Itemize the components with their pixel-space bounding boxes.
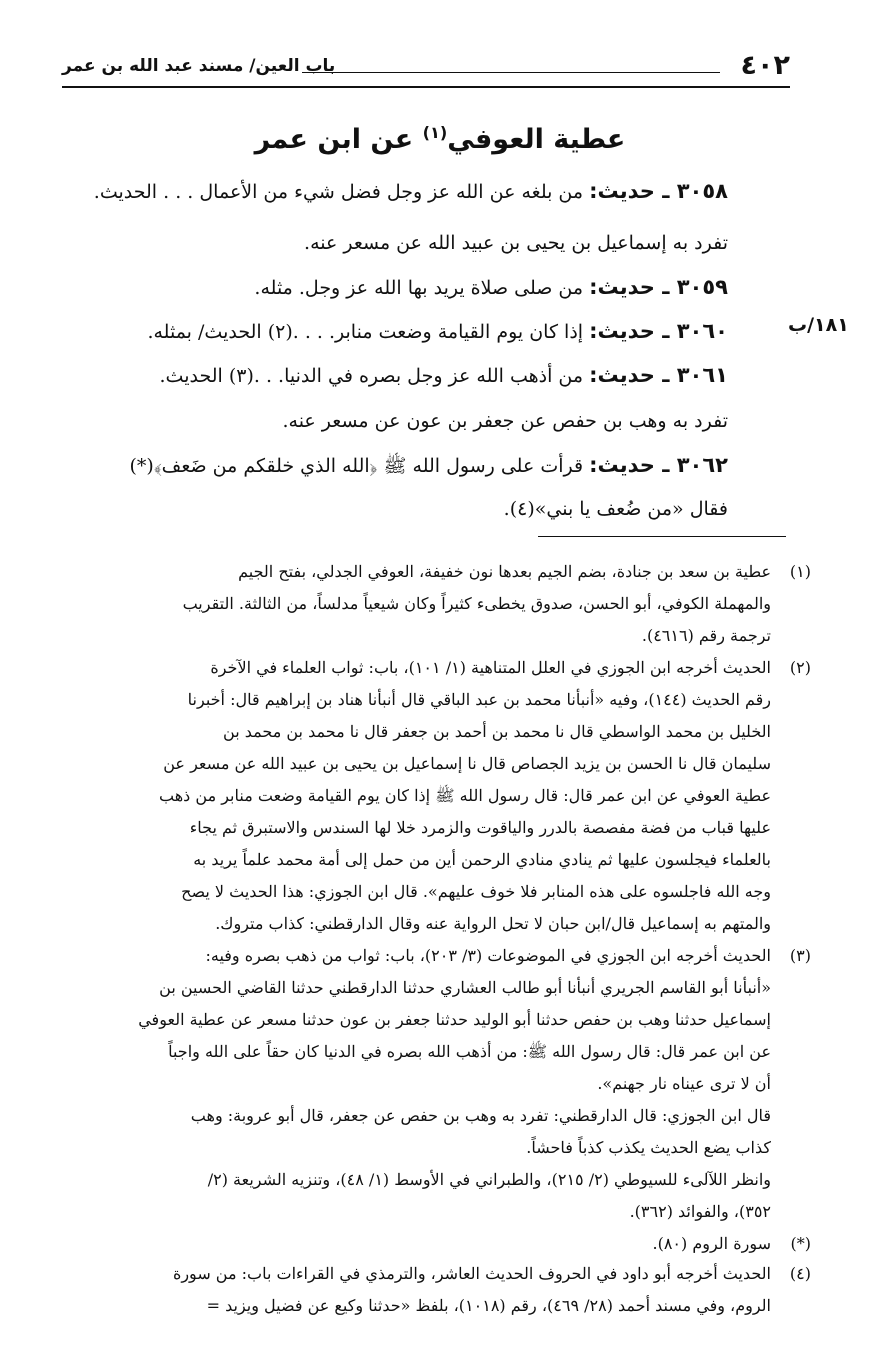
hadith-text: إذا كان يوم القيامة وضعت منابر. . . .(٢) الحديث/ بمثله. [147, 321, 590, 343]
footnote [73, 1258, 811, 1322]
footnote [73, 940, 811, 1228]
footnote-line: عليها قباب من فضة مفصصة بالدرر والياقوت والزمرد خلا لها السندس والاستبرق ثم يجاء [189, 818, 771, 837]
section-title-suffix: عن ابن عمر [254, 124, 414, 155]
hadith-number: ٣٠٦٠ ـ حديث: [589, 319, 728, 343]
hadith-line [60, 274, 728, 301]
hadith-line [60, 230, 728, 256]
footnote-label: (٢) [789, 658, 811, 677]
footnote [73, 1228, 811, 1260]
hadith-line [60, 178, 728, 205]
footnote-body [73, 652, 771, 940]
footnote-line: ترجمة رقم (٤٦١٦). [641, 626, 771, 645]
section-title-note: (١) [422, 123, 448, 142]
footnote-separator [538, 536, 786, 537]
footnote [73, 652, 811, 940]
footnote-line: سليمان قال نا الحسن بن يزيد الجصاص قال نا إسماعيل بن يحيى بن عبيد الله عن مسعر عن [163, 754, 771, 773]
hadith-number: ٣٠٦١ ـ حديث: [589, 363, 728, 387]
margin-folio-note: ١٨١/ب [788, 314, 849, 336]
footnote-line: الخليل بن محمد الواسطي قال نا محمد بن أحمد بن جعفر قال نا محمد بن محمد بن [223, 722, 771, 741]
footnote-line: أن لا ترى عيناه نار جهنم». [597, 1074, 771, 1093]
hadith-number: ٣٠٥٨ ـ حديث: [589, 179, 728, 203]
section-title-name: عطية العوفي [447, 124, 626, 155]
footnote-line: والمتهم به إسماعيل قال/ابن حبان لا تحل الرواية عنه وقال الدارقطني: كذاب متروك. [215, 914, 771, 933]
header-dash-line [302, 72, 720, 73]
footnote-line: ٣٥٢)، والفوائد (٣٦٢). [629, 1202, 771, 1221]
section-title [230, 124, 650, 155]
running-title: باب العين/ مسند عبد الله بن عمر [62, 56, 336, 76]
footnote-line: وانظر اللآلىء للسيوطي (٢/ ٢١٥)، والطبراني في الأوسط (١/ ٤٨)، وتنزيه الشريعة (٢/ [207, 1170, 771, 1189]
page-number: ٤٠٢ [740, 50, 790, 81]
footnote-label: (١) [789, 562, 811, 581]
hadith-text: قرأت على رسول الله ﷺ ﴿الله الذي خلقكم من ضَعف﴾(*) [129, 455, 590, 477]
hadith-line [60, 452, 728, 479]
footnote-line: رقم الحديث (١٤٤)، وفيه «أنبأنا محمد بن عبد الباقي قال أنبأنا هناد بن إبراهيم قال: أخبرنا [187, 690, 771, 709]
hadith-text: تفرد به وهب بن حفص عن جعفر بن عون عن مسعر عنه. [282, 410, 728, 432]
footnote-body [73, 940, 771, 1228]
footnote-label: (٤) [789, 1264, 811, 1283]
hadith-text: من أذهب الله عز وجل بصره في الدنيا. . .(٣) الحديث. [159, 365, 590, 387]
footnote [73, 556, 811, 652]
hadith-text: من بلغه عن الله عز وجل فضل شيء من الأعمال . . . الحديث. [93, 181, 590, 203]
footnote-line: عن ابن عمر قال: قال رسول الله ﷺ: من أذهب الله بصره في الدنيا كان حقاً على الله واجباً [168, 1042, 771, 1061]
footnote-line: إسماعيل حدثنا وهب بن حفص حدثنا أبو الوليد حدثنا جعفر بن عون حدثنا مسعر عن عطية العوفي [138, 1010, 771, 1029]
hadith-number: ٣٠٦٢ ـ حديث: [589, 453, 728, 477]
footnote-body [73, 1258, 771, 1322]
footnote-line: الحديث أخرجه ابن الجوزي في الموضوعات (٣/ ٢٠٣)، باب: ثواب من ذهب بصره وفيه: [205, 946, 771, 965]
footnote-line: بالعلماء فيجلسون عليها ثم ينادي منادي الرحمن أين من حمل إلى أمة محمد علماً يريد به [193, 850, 771, 869]
footnote-line: الروم، وفي مسند أحمد (٢٨/ ٤٦٩)، رقم (١٠١٨)، بلفظ «حدثنا وكيع عن فضيل ويزيد = [206, 1296, 771, 1315]
footnote-line: سورة الروم (٨٠). [652, 1234, 771, 1253]
header-rule [62, 86, 790, 88]
hadith-text: من صلى صلاة يريد بها الله عز وجل. مثله. [254, 277, 590, 299]
hadith-line [60, 496, 728, 522]
hadith-number: ٣٠٥٩ ـ حديث: [589, 275, 728, 299]
footnote-line: عطية العوفي عن ابن عمر قال: قال رسول الله ﷺ إذا كان يوم القيامة وضعت منابر من ذهب [159, 786, 771, 805]
footnote-line: وجه الله فاجلسوه على هذه المنابر فلا خوف عليهم». قال ابن الجوزي: هذا الحديث لا يصح [181, 882, 771, 901]
footnote-body [73, 556, 771, 652]
footnote-line: قال ابن الجوزي: قال الدارقطني: تفرد به وهب بن حفص عن جعفر، قال أبو عروبة: وهب [190, 1106, 771, 1125]
hadith-text: تفرد به إسماعيل بن يحيى بن عبيد الله عن مسعر عنه. [304, 232, 728, 254]
footnote-line: الحديث أخرجه ابن الجوزي في العلل المتناهية (١/ ١٠١)، باب: ثواب العلماء في الآخرة [210, 658, 771, 677]
footnote-line: كذاب يضع الحديث يكذب كذباً فاحشاً. [526, 1138, 771, 1157]
hadith-text: فقال «من ضُعف يا بني»(٤). [503, 498, 728, 520]
footnote-line: عطية بن سعد بن جنادة، بضم الجيم بعدها نون خفيفة، العوفي الجدلي، بفتح الجيم [238, 562, 771, 581]
footnote-line: والمهملة الكوفي، أبو الحسن، صدوق يخطىء كثيراً وكان شيعياً مدلساً، من الثالثة. التقريب [182, 594, 771, 613]
footnote-body [73, 1228, 771, 1260]
hadith-line [60, 408, 728, 434]
hadith-line [60, 362, 728, 389]
footnote-label: (*) [790, 1234, 811, 1253]
page-header [62, 44, 790, 90]
footnote-line: «أنبأنا أبو القاسم الجريري أنبأنا أبو طالب العشاري حدثنا الدارقطني حدثنا القاضي الحسين بن [159, 978, 771, 997]
footnote-label: (٣) [789, 946, 811, 965]
hadith-line [60, 318, 728, 345]
footnote-line: الحديث أخرجه أبو داود في الحروف الحديث العاشر، والترمذي في القراءات باب: من سورة [172, 1264, 771, 1283]
